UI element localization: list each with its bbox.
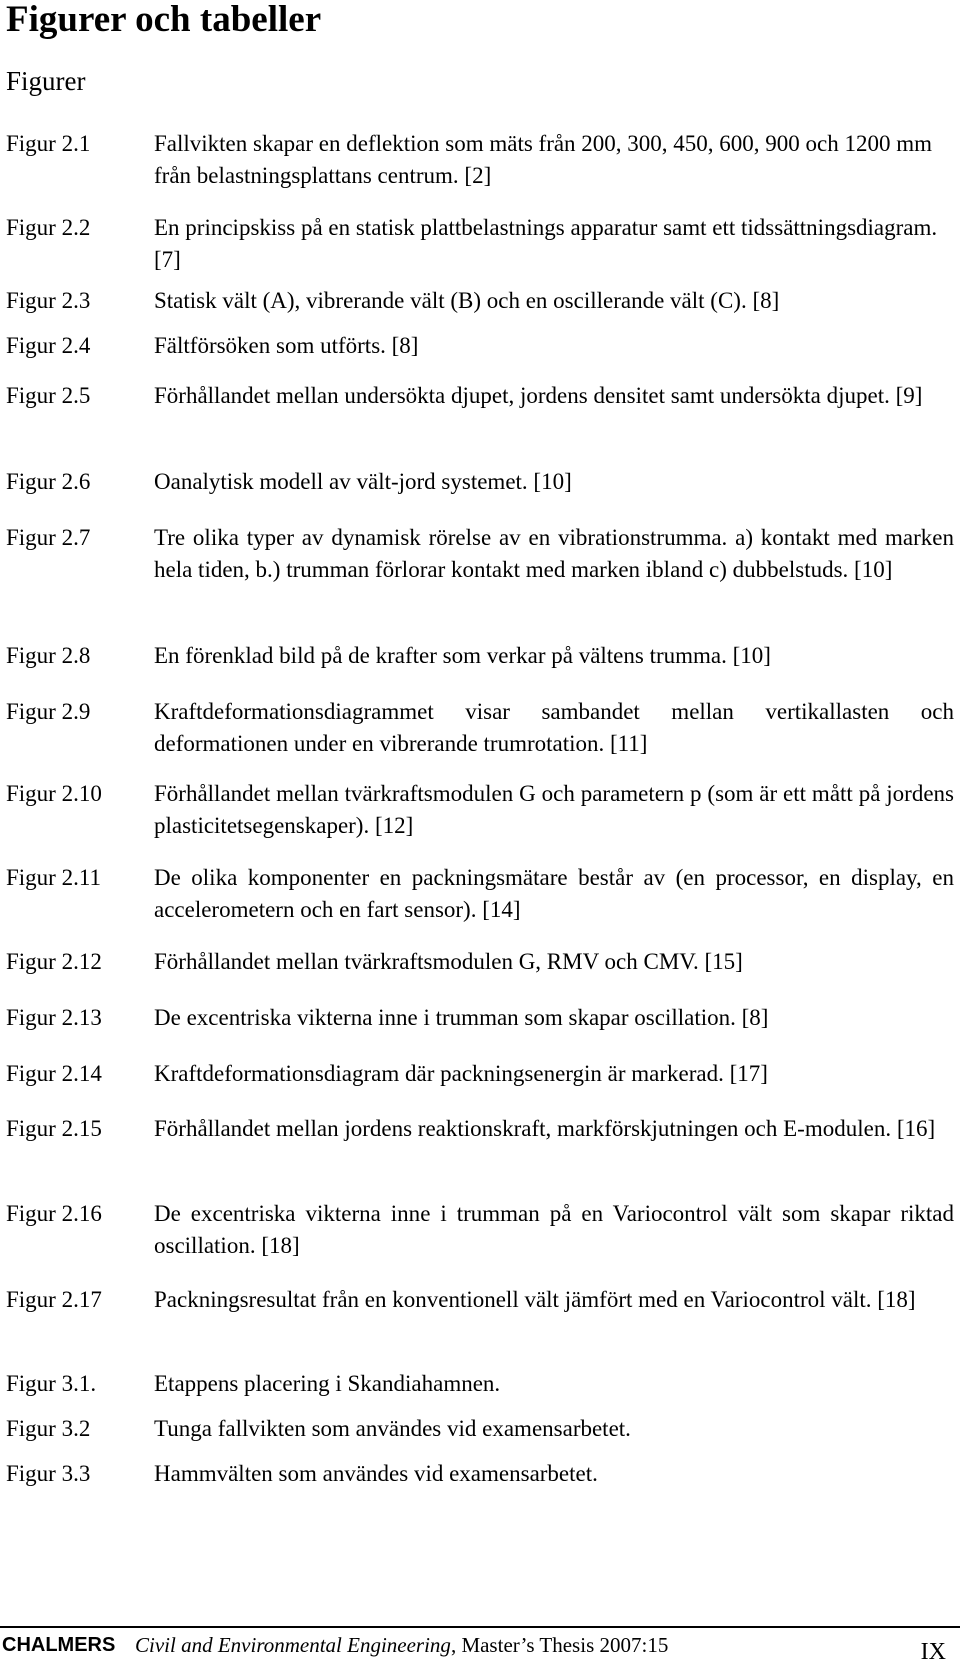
figure-caption: Förhållandet mellan tvärkraftsmodulen G, RMV och CMV. [15] [154,949,743,974]
figure-label: Figur 2.16 [6,1201,102,1226]
figure-label: Figur 2.12 [6,949,102,974]
page-title: Figurer och tabeller [6,0,322,40]
figure-caption: Statisk vält (A), vibrerande vält (B) och en oscillerande vält (C). [8] [154,288,780,313]
figure-caption: Hammvälten som användes vid examensarbetet. [154,1461,598,1486]
figure-label: Figur 2.9 [6,699,91,724]
page-number: IX [920,1639,946,1665]
figure-label: Figur 2.5 [6,383,91,408]
figure-label: Figur 2.11 [6,865,101,890]
figure-caption: Packningsresultat från en konventionell vält jämfört med en Variocontrol vält. [18] [154,1287,916,1312]
figure-label: Figur 2.6 [6,469,91,494]
figure-caption: Etappens placering i Skandiahamnen. [154,1371,501,1396]
figure-caption: De olika komponenter en packningsmätare består av (en processor, en display, en accelerometern och en fart sensor). [14] [154,865,954,922]
page-footer [0,1631,960,1665]
footer-department-name: Civil and Environmental Engineering [135,1633,451,1657]
footer-department [135,1633,668,1657]
figure-caption: Fältförsöken som utförts. [8] [154,333,419,358]
section-heading: Figurer [6,66,86,96]
figure-label: Figur 2.3 [6,288,91,313]
figure-caption: Förhållandet mellan undersökta djupet, jordens densitet samt undersökta djupet. [9] [154,383,923,408]
figure-caption: De excentriska vikterna inne i trumman som skapar oscillation. [8] [154,1005,769,1030]
figure-label: Figur 2.17 [6,1287,102,1312]
figure-caption: Kraftdeformationsdiagram där packningsenergin är markerad. [17] [154,1061,768,1086]
figure-label: Figur 2.13 [6,1005,102,1030]
figure-label: Figur 3.2 [6,1416,91,1441]
figure-label: Figur 2.8 [6,643,91,668]
figure-caption: De excentriska vikterna inne i trumman på en Variocontrol vält som skapar riktad oscillation. [18] [154,1201,954,1258]
figure-caption: Tunga fallvikten som användes vid examensarbetet. [154,1416,631,1441]
footer-brand: CHALMERS [2,1634,116,1656]
figure-caption: Oanalytisk modell av vält-jord systemet. [10] [154,469,572,494]
figure-caption: Förhållandet mellan tvärkraftsmodulen G och parametern p (som är ett mått på jordens plasticitetsegenskaper). [12] [154,781,954,838]
figure-label: Figur 2.4 [6,333,91,358]
figure-label: Figur 2.1 [6,131,91,156]
figure-caption: Fallvikten skapar en deflektion som mäts från 200, 300, 450, 600, 900 och 1200 mm från belastningsplattans centrum. [2] [154,131,933,188]
figure-label: Figur 2.2 [6,215,91,240]
figure-label: Figur 2.7 [6,525,91,550]
figure-caption: Tre olika typer av dynamisk rörelse av en vibrationstrumma. a) kontakt med marken hela tiden, b.) trumman förlorar kontakt med marken ibland c) dubbelstuds. [10] [154,525,954,582]
figure-label: Figur 2.15 [6,1116,102,1141]
figure-label: Figur 2.10 [6,781,102,806]
figure-caption: Förhållandet mellan jordens reaktionskraft, markförskjutningen och E-modulen. [16] [154,1116,936,1141]
figure-caption: En principskiss på en statisk plattbelastnings apparatur samt ett tidssättningsdiagram. [7] [154,215,938,272]
figure-label: Figur 3.1. [6,1371,97,1396]
footer-divider [0,1626,960,1628]
figure-caption: Kraftdeformationsdiagrammet visar sambandet mellan vertikallasten och deformationen under en vibrerande trumrotation. [11] [154,699,954,756]
figure-label: Figur 2.14 [6,1061,102,1086]
figure-label: Figur 3.3 [6,1461,91,1486]
figure-caption: En förenklad bild på de krafter som verkar på vältens trumma. [10] [154,643,771,668]
footer-thesis: , Master’s Thesis 2007:15 [450,1633,669,1657]
